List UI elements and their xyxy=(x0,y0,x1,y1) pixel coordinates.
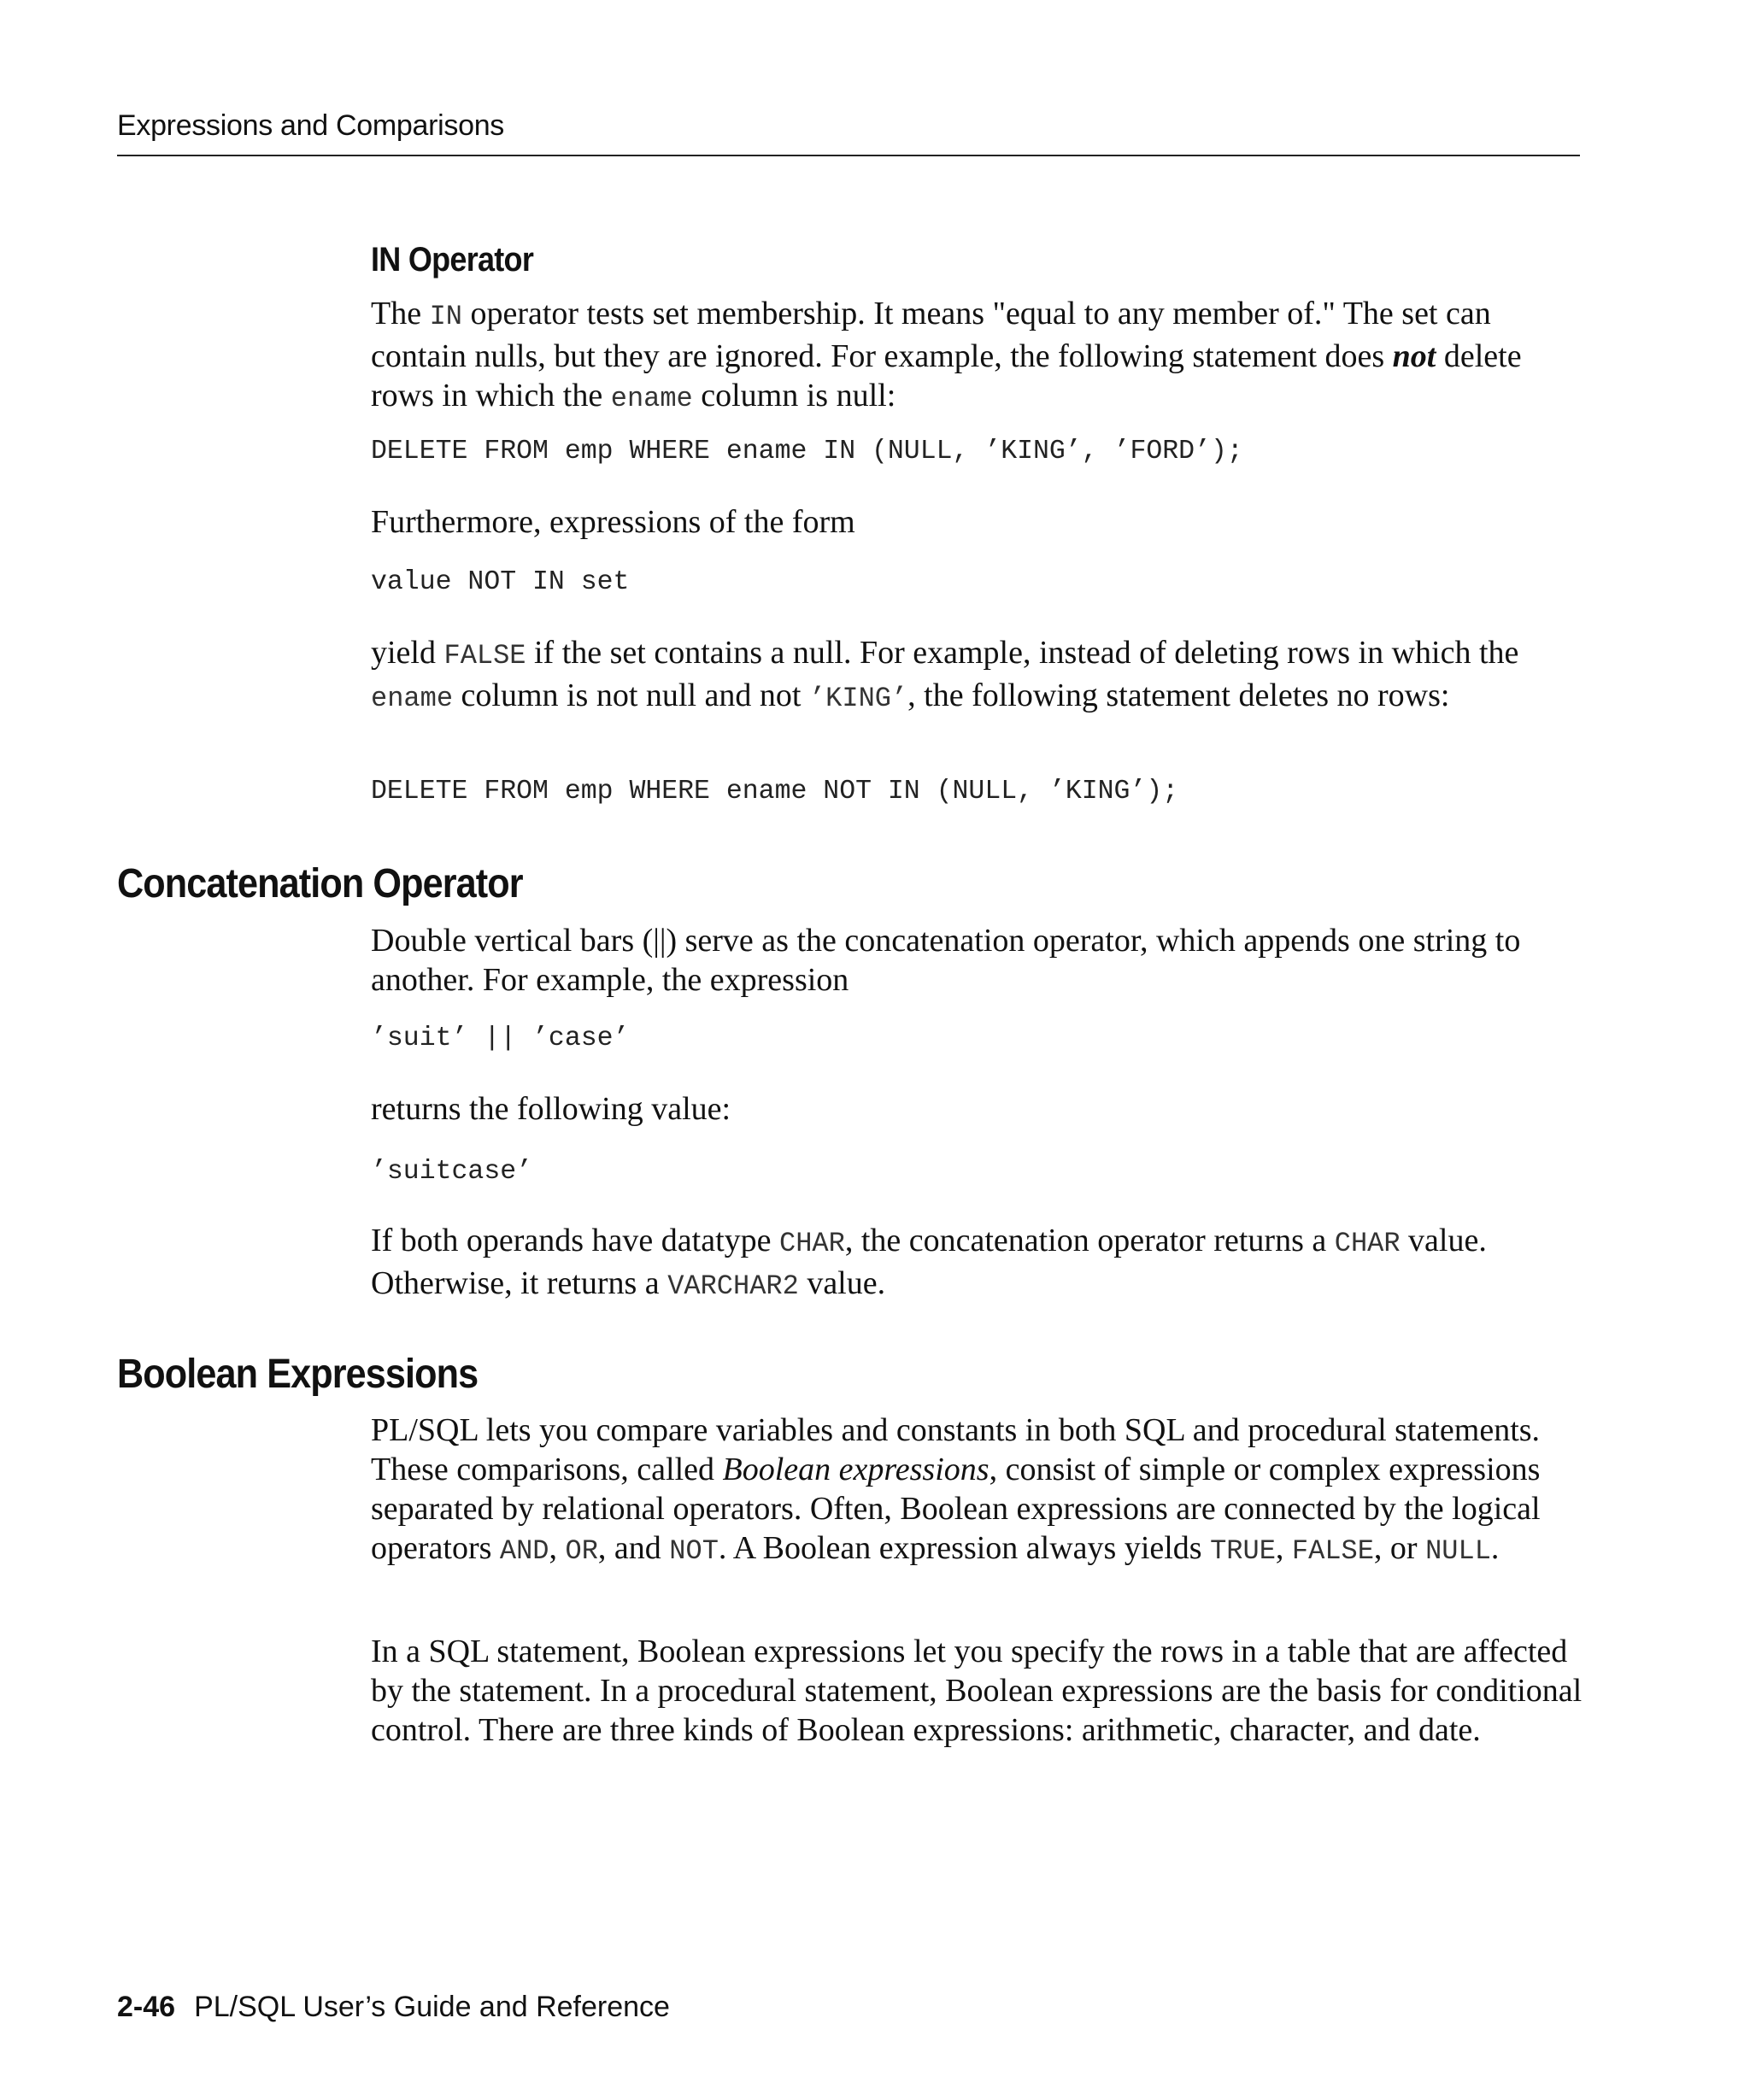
page-footer xyxy=(117,1991,670,2024)
inline-code: NOT xyxy=(669,1535,719,1567)
in-operator-heading: IN Operator xyxy=(371,241,534,279)
inline-code: VARCHAR2 xyxy=(667,1270,799,1302)
book-title: PL/SQL User’s Guide and Reference xyxy=(194,1991,670,2023)
inline-code: TRUE xyxy=(1210,1535,1276,1567)
inline-code: CHAR xyxy=(779,1228,845,1259)
text-run: yield xyxy=(371,635,444,671)
boolean-heading: Boolean Expressions xyxy=(117,1352,479,1397)
inline-code: NULL xyxy=(1425,1535,1491,1567)
code-example-delete-not-in: DELETE FROM emp WHERE ename NOT IN (NULL, ’KING’); xyxy=(371,777,1179,807)
inline-code: ename xyxy=(371,683,454,714)
code-example-delete-in: DELETE FROM emp WHERE ename IN (NULL, ’KING’, ’FORD’); xyxy=(371,437,1243,466)
text-run: , the following statement deletes no rows: xyxy=(907,678,1450,713)
emphasis: Boolean expressions xyxy=(722,1452,990,1487)
text-run: , xyxy=(549,1530,566,1566)
concatenation-heading: Concatenation Operator xyxy=(117,861,523,906)
text-run: column is not null and not xyxy=(453,678,809,713)
inline-code: FALSE xyxy=(443,640,526,672)
concatenation-paragraph-1: Double vertical bars (||) serve as the concatenation operator, which appends one string to another. For example, the expression xyxy=(371,923,1521,998)
text-run: . xyxy=(1490,1530,1500,1566)
text-run: , consist of simple or complex expressions separated by relational operators. Often, Boolean expressions are connected by the logical operators xyxy=(371,1452,1541,1566)
text-run: If both operands have datatype xyxy=(371,1223,779,1258)
text-run: if the set contains a null. For example, instead of deleting rows in which the xyxy=(526,635,1519,671)
in-operator-paragraph-1 xyxy=(371,294,1584,419)
text-run: delete rows in which the xyxy=(371,338,1522,414)
boolean-paragraph-1 xyxy=(371,1411,1584,1571)
code-example-not-in: value NOT IN set xyxy=(371,567,630,597)
text-run: The xyxy=(371,296,430,331)
inline-code: AND xyxy=(499,1535,549,1567)
text-run: PL/SQL lets you compare variables and constants in both SQL and procedural statements. These comparisons, called xyxy=(371,1412,1541,1487)
code-example-concat: ’suit’ || ’case’ xyxy=(371,1024,630,1053)
in-operator-paragraph-2: Furthermore, expressions of the form xyxy=(371,504,855,540)
text-run: , the concatenation operator returns a xyxy=(844,1223,1335,1258)
text-run: value. Otherwise, it returns a xyxy=(371,1223,1487,1301)
inline-code: IN xyxy=(429,301,462,332)
inline-code: ’KING’ xyxy=(808,683,908,714)
text-run: . A Boolean expression always yields xyxy=(718,1530,1211,1566)
text-run: , and xyxy=(597,1530,670,1566)
inline-code: OR xyxy=(565,1535,598,1567)
inline-code: ename xyxy=(610,383,693,414)
text-run: column is null: xyxy=(692,378,896,414)
concatenation-paragraph-3 xyxy=(371,1221,1584,1306)
emphasis: not xyxy=(1392,338,1436,374)
text-run: , xyxy=(1275,1530,1292,1566)
page-number: 2-46 xyxy=(117,1991,176,2023)
concatenation-paragraph-2: returns the following value: xyxy=(371,1091,731,1127)
in-operator-paragraph-3 xyxy=(371,633,1584,719)
code-example-result: ’suitcase’ xyxy=(371,1157,533,1187)
text-run: , or xyxy=(1373,1530,1426,1566)
inline-code: CHAR xyxy=(1334,1228,1401,1259)
inline-code: FALSE xyxy=(1291,1535,1374,1567)
boolean-paragraph-2: In a SQL statement, Boolean expressions let you specify the rows in a table that are affected by the statement. In a procedural statement, Boolean expressions are the basis for conditional control. There are three kinds of Boolean expressions: arithmetic, character, and date. xyxy=(371,1634,1583,1748)
running-header: Expressions and Comparisons xyxy=(117,109,505,142)
text-run: operator tests set membership. It means "equal to any member of." The set can contain nulls, but they are ignored. For example, the following statement does xyxy=(371,296,1491,374)
text-run: value. xyxy=(798,1265,886,1301)
header-rule xyxy=(117,155,1580,156)
